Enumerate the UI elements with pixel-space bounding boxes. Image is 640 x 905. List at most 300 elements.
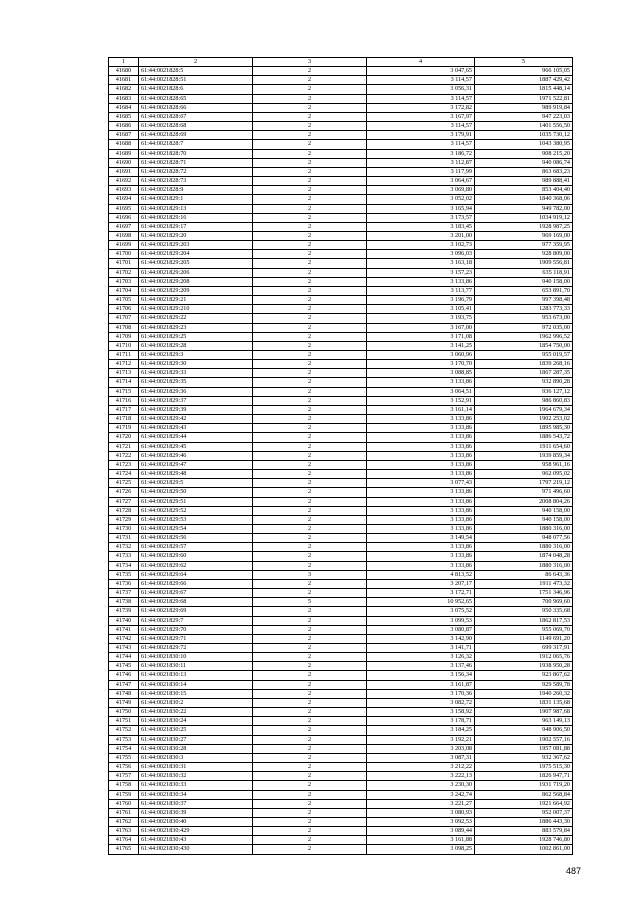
- cost-cell: 955 069,70: [475, 625, 573, 634]
- cost-cell: 86 643,36: [475, 570, 573, 579]
- count-cell: 2: [253, 112, 367, 121]
- cost-cell: 940 158,00: [475, 515, 573, 524]
- cadastral-number-cell: 61:44:0021830:22: [139, 708, 253, 717]
- cadastral-number-cell: 61:44:0021829:210: [139, 305, 253, 314]
- count-cell: 2: [253, 845, 367, 854]
- area-cell: 3 112,87: [367, 158, 475, 167]
- cost-cell: 863 683,23: [475, 167, 573, 176]
- count-cell: 2: [253, 763, 367, 772]
- table-row: [109, 799, 573, 808]
- cadastral-number-cell: 61:44:0021829:204: [139, 250, 253, 259]
- cost-cell: 1928 987,25: [475, 222, 573, 231]
- row-number-cell: 41692: [109, 177, 139, 186]
- row-number-cell: 41689: [109, 149, 139, 158]
- table-row: [109, 341, 573, 350]
- area-cell: 3 222,13: [367, 772, 475, 781]
- cost-cell: 1975 515,30: [475, 763, 573, 772]
- row-number-cell: 41735: [109, 570, 139, 579]
- cadastral-number-cell: 61:44:0021829:21: [139, 296, 253, 305]
- cost-cell: 1815 448,14: [475, 85, 573, 94]
- count-cell: 2: [253, 726, 367, 735]
- cost-cell: 1002 861,00: [475, 845, 573, 854]
- area-cell: 3 080,87: [367, 625, 475, 634]
- cost-cell: 1035 730,12: [475, 131, 573, 140]
- cost-cell: 1911 473,32: [475, 579, 573, 588]
- area-cell: 3 165,94: [367, 204, 475, 213]
- cadastral-number-cell: 61:44:0021829:20: [139, 231, 253, 240]
- table-row: [109, 296, 573, 305]
- row-number-cell: 41703: [109, 277, 139, 286]
- area-cell: 3 113,77: [367, 286, 475, 295]
- cadastral-number-cell: 61:44:0021830:33: [139, 781, 253, 790]
- area-cell: 3 163,18: [367, 259, 475, 268]
- area-cell: 3 242,74: [367, 790, 475, 799]
- row-number-cell: 41680: [109, 67, 139, 76]
- table-row: [109, 149, 573, 158]
- cost-cell: 989 919,84: [475, 103, 573, 112]
- row-number-cell: 41690: [109, 158, 139, 167]
- count-cell: 2: [253, 369, 367, 378]
- count-cell: 2: [253, 204, 367, 213]
- cadastral-number-cell: 61:44:0021829:66: [139, 579, 253, 588]
- table-row: [109, 827, 573, 836]
- area-cell: 3 203,08: [367, 744, 475, 753]
- table-row: [109, 67, 573, 76]
- area-cell: 3 156,34: [367, 671, 475, 680]
- page-number: 487: [566, 866, 582, 876]
- cadastral-number-cell: 61:44:0021829:209: [139, 286, 253, 295]
- count-cell: 2: [253, 698, 367, 707]
- header-col-2: 2: [139, 58, 253, 67]
- row-number-cell: 41759: [109, 790, 139, 799]
- count-cell: 2: [253, 607, 367, 616]
- count-cell: 2: [253, 314, 367, 323]
- count-cell: 2: [253, 497, 367, 506]
- header-col-3: 3: [253, 58, 367, 67]
- row-number-cell: 41710: [109, 341, 139, 350]
- cost-cell: 1401 556,50: [475, 122, 573, 131]
- area-cell: 3 114,57: [367, 122, 475, 131]
- cadastral-number-cell: 61:44:0021830:11: [139, 662, 253, 671]
- row-number-cell: 41702: [109, 268, 139, 277]
- cost-cell: 940 158,00: [475, 506, 573, 515]
- count-cell: 2: [253, 222, 367, 231]
- cadastral-number-cell: 61:44:0021829:39: [139, 405, 253, 414]
- row-number-cell: 41736: [109, 579, 139, 588]
- row-number-cell: 41753: [109, 735, 139, 744]
- cadastral-number-cell: 61:44:0021830:28: [139, 744, 253, 753]
- count-cell: 2: [253, 131, 367, 140]
- count-cell: 2: [253, 195, 367, 204]
- cadastral-number-cell: 61:44:0021830:25: [139, 726, 253, 735]
- table-row: [109, 634, 573, 643]
- row-number-cell: 41704: [109, 286, 139, 295]
- row-number-cell: 41687: [109, 131, 139, 140]
- cost-cell: 1886 443,30: [475, 817, 573, 826]
- row-number-cell: 41724: [109, 470, 139, 479]
- table-row: [109, 662, 573, 671]
- cadastral-number-cell: 61:44:0021829:25: [139, 332, 253, 341]
- cadastral-number-cell: 61:44:0021829:206: [139, 268, 253, 277]
- table-row: [109, 561, 573, 570]
- cadastral-number-cell: 61:44:0021830:24: [139, 717, 253, 726]
- table-row: [109, 717, 573, 726]
- table-row: [109, 85, 573, 94]
- count-cell: 2: [253, 378, 367, 387]
- cadastral-number-cell: 61:44:0021830:37: [139, 799, 253, 808]
- count-cell: 2: [253, 717, 367, 726]
- table-row: [109, 167, 573, 176]
- count-cell: 2: [253, 433, 367, 442]
- cost-cell: 989 888,41: [475, 177, 573, 186]
- count-cell: 2: [253, 451, 367, 460]
- area-cell: 3 052,02: [367, 195, 475, 204]
- table-row: [109, 616, 573, 625]
- cost-cell: 1797 219,12: [475, 479, 573, 488]
- area-cell: 3 142,90: [367, 634, 475, 643]
- cost-cell: 653 891,70: [475, 286, 573, 295]
- cadastral-number-cell: 61:44:0021830:13: [139, 671, 253, 680]
- cost-cell: 1902 253,02: [475, 415, 573, 424]
- table-body: [109, 67, 573, 854]
- count-cell: 2: [253, 305, 367, 314]
- row-number-cell: 41743: [109, 644, 139, 653]
- cadastral-number-cell: 61:44:0021828:66: [139, 103, 253, 112]
- count-cell: 2: [253, 653, 367, 662]
- area-cell: 3 080,93: [367, 808, 475, 817]
- area-cell: 3 060,96: [367, 351, 475, 360]
- table-row: [109, 726, 573, 735]
- area-cell: 3 161,87: [367, 680, 475, 689]
- cadastral-number-cell: 61:44:0021829:71: [139, 634, 253, 643]
- cost-cell: 1874 048,28: [475, 552, 573, 561]
- cost-cell: 948 077,56: [475, 534, 573, 543]
- count-cell: 2: [253, 186, 367, 195]
- cadastral-number-cell: 61:44:0021830:430: [139, 845, 253, 854]
- cost-cell: 908 215,20: [475, 149, 573, 158]
- row-number-cell: 41708: [109, 323, 139, 332]
- count-cell: 2: [253, 286, 367, 295]
- row-number-cell: 41744: [109, 653, 139, 662]
- count-cell: 2: [253, 177, 367, 186]
- table-row: [109, 781, 573, 790]
- table-row: [109, 680, 573, 689]
- count-cell: 2: [253, 827, 367, 836]
- area-cell: 3 149,54: [367, 534, 475, 543]
- area-cell: 3 114,57: [367, 140, 475, 149]
- table-row: [109, 744, 573, 753]
- cost-cell: 1928 746,80: [475, 836, 573, 845]
- table-row: [109, 735, 573, 744]
- table-row: [109, 570, 573, 579]
- row-number-cell: 41712: [109, 360, 139, 369]
- cost-cell: 969 169,00: [475, 231, 573, 240]
- row-number-cell: 41683: [109, 94, 139, 103]
- row-number-cell: 41726: [109, 488, 139, 497]
- row-number-cell: 41741: [109, 625, 139, 634]
- table-row: [109, 314, 573, 323]
- row-number-cell: 41693: [109, 186, 139, 195]
- cadastral-number-cell: 61:44:0021828:51: [139, 76, 253, 85]
- count-cell: 3: [253, 570, 367, 579]
- area-cell: 3 133,86: [367, 433, 475, 442]
- cadastral-number-cell: 61:44:0021829:1: [139, 195, 253, 204]
- table-row: [109, 378, 573, 387]
- cost-cell: 853 404,40: [475, 186, 573, 195]
- area-cell: 3 141,25: [367, 341, 475, 350]
- table-row: [109, 598, 573, 607]
- count-cell: 2: [253, 360, 367, 369]
- cost-cell: 1939 859,34: [475, 451, 573, 460]
- area-cell: 3 167,00: [367, 323, 475, 332]
- count-cell: 2: [253, 524, 367, 533]
- count-cell: 2: [253, 543, 367, 552]
- table-row: [109, 241, 573, 250]
- row-number-cell: 41699: [109, 241, 139, 250]
- count-cell: 2: [253, 671, 367, 680]
- cadastral-number-cell: 61:44:0021829:33: [139, 369, 253, 378]
- cadastral-number-cell: 61:44:0021828:6: [139, 85, 253, 94]
- row-number-cell: 41730: [109, 524, 139, 533]
- cost-cell: 635 118,91: [475, 268, 573, 277]
- area-cell: 3 201,00: [367, 231, 475, 240]
- cadastral-number-cell: 61:44:0021830:32: [139, 772, 253, 781]
- cost-cell: 940 086,74: [475, 158, 573, 167]
- table-row: [109, 479, 573, 488]
- cost-cell: 986 860,83: [475, 396, 573, 405]
- row-number-cell: 41740: [109, 616, 139, 625]
- cost-cell: 1840 368,06: [475, 195, 573, 204]
- area-cell: 3 133,86: [367, 552, 475, 561]
- table-row: [109, 845, 573, 854]
- table-row: [109, 589, 573, 598]
- cadastral-number-cell: 61:44:0021828:71: [139, 158, 253, 167]
- cadastral-number-cell: 61:44:0021828:67: [139, 112, 253, 121]
- cost-cell: 977 359,95: [475, 241, 573, 250]
- area-cell: 3 133,86: [367, 488, 475, 497]
- area-cell: 3 089,44: [367, 827, 475, 836]
- count-cell: 2: [253, 634, 367, 643]
- area-cell: 3 157,23: [367, 268, 475, 277]
- count-cell: 2: [253, 213, 367, 222]
- row-number-cell: 41694: [109, 195, 139, 204]
- count-cell: 2: [253, 158, 367, 167]
- cost-cell: 947 223,03: [475, 112, 573, 121]
- row-number-cell: 41716: [109, 396, 139, 405]
- row-number-cell: 41695: [109, 204, 139, 213]
- count-cell: 2: [253, 442, 367, 451]
- count-cell: 2: [253, 415, 367, 424]
- cost-cell: 997 398,48: [475, 296, 573, 305]
- area-cell: 3 092,53: [367, 817, 475, 826]
- count-cell: 2: [253, 579, 367, 588]
- cost-cell: 1839 268,16: [475, 360, 573, 369]
- table-row: [109, 689, 573, 698]
- area-cell: 3 152,91: [367, 396, 475, 405]
- count-cell: 2: [253, 561, 367, 570]
- cost-cell: 948 906,50: [475, 726, 573, 735]
- area-cell: 3 114,57: [367, 76, 475, 85]
- count-cell: 2: [253, 808, 367, 817]
- cadastral-number-cell: 61:44:0021829:70: [139, 625, 253, 634]
- row-number-cell: 41682: [109, 85, 139, 94]
- area-cell: 3 064,51: [367, 387, 475, 396]
- area-cell: 3 133,86: [367, 543, 475, 552]
- cost-cell: 1931 719,20: [475, 781, 573, 790]
- count-cell: 2: [253, 552, 367, 561]
- count-cell: 2: [253, 94, 367, 103]
- table-row: [109, 817, 573, 826]
- row-number-cell: 41686: [109, 122, 139, 131]
- cost-cell: 950 335,68: [475, 607, 573, 616]
- header-col-4: 4: [367, 58, 475, 67]
- count-cell: 2: [253, 341, 367, 350]
- table-row: [109, 177, 573, 186]
- cost-cell: 2008 804,26: [475, 497, 573, 506]
- cost-cell: 1964 679,34: [475, 405, 573, 414]
- row-number-cell: 41681: [109, 76, 139, 85]
- row-number-cell: 41751: [109, 717, 139, 726]
- row-number-cell: 41727: [109, 497, 139, 506]
- area-cell: 3 087,31: [367, 753, 475, 762]
- area-cell: 3 088,85: [367, 369, 475, 378]
- table-row: [109, 396, 573, 405]
- cadastral-number-cell: 61:44:0021829:3: [139, 351, 253, 360]
- cost-cell: 972 035,00: [475, 323, 573, 332]
- cadastral-number-cell: 61:44:0021828:9: [139, 186, 253, 195]
- cadastral-number-cell: 61:44:0021829:37: [139, 396, 253, 405]
- row-number-cell: 41705: [109, 296, 139, 305]
- cadastral-number-cell: 61:44:0021829:50: [139, 488, 253, 497]
- count-cell: 2: [253, 817, 367, 826]
- area-cell: 3 133,86: [367, 378, 475, 387]
- table-row: [109, 772, 573, 781]
- cost-cell: 936 127,12: [475, 387, 573, 396]
- cadastral-number-cell: 61:44:0021829:48: [139, 470, 253, 479]
- cadastral-number-cell: 61:44:0021828:72: [139, 167, 253, 176]
- count-cell: 2: [253, 277, 367, 286]
- area-cell: 3 186,72: [367, 149, 475, 158]
- table-row: [109, 351, 573, 360]
- header-row: [109, 58, 573, 67]
- count-cell: 2: [253, 332, 367, 341]
- cost-cell: 952 007,37: [475, 808, 573, 817]
- table-row: [109, 424, 573, 433]
- table-row: [109, 515, 573, 524]
- table-row: [109, 204, 573, 213]
- area-cell: 3 133,86: [367, 460, 475, 469]
- count-cell: 2: [253, 836, 367, 845]
- row-number-cell: 41761: [109, 808, 139, 817]
- count-cell: 2: [253, 231, 367, 240]
- row-number-cell: 41691: [109, 167, 139, 176]
- cost-cell: 1971 522,81: [475, 94, 573, 103]
- cadastral-number-cell: 61:44:0021830:34: [139, 790, 253, 799]
- table-row: [109, 186, 573, 195]
- property-table: [108, 57, 573, 855]
- count-cell: 2: [253, 76, 367, 85]
- cadastral-number-cell: 61:44:0021828:73: [139, 177, 253, 186]
- row-number-cell: 41723: [109, 460, 139, 469]
- cadastral-number-cell: 61:44:0021829:43: [139, 424, 253, 433]
- count-cell: 2: [253, 708, 367, 717]
- cadastral-number-cell: 61:44:0021829:52: [139, 506, 253, 515]
- area-cell: 3 133,86: [367, 451, 475, 460]
- header-col-1: 1: [109, 58, 139, 67]
- count-cell: 2: [253, 772, 367, 781]
- area-cell: 3 167,97: [367, 112, 475, 121]
- cost-cell: 1880 316,00: [475, 543, 573, 552]
- area-cell: 3 047,65: [367, 67, 475, 76]
- cost-cell: 1880 316,00: [475, 561, 573, 570]
- area-cell: 3 133,86: [367, 470, 475, 479]
- table-row: [109, 763, 573, 772]
- area-cell: 3 056,31: [367, 85, 475, 94]
- cadastral-number-cell: 61:44:0021830:39: [139, 808, 253, 817]
- count-cell: 2: [253, 259, 367, 268]
- count-cell: 2: [253, 515, 367, 524]
- count-cell: 2: [253, 616, 367, 625]
- area-cell: 3 141,71: [367, 644, 475, 653]
- cadastral-number-cell: 61:44:0021829:57: [139, 543, 253, 552]
- cost-cell: 1831 135,68: [475, 698, 573, 707]
- count-cell: 2: [253, 296, 367, 305]
- count-cell: 2: [253, 85, 367, 94]
- row-number-cell: 41719: [109, 424, 139, 433]
- area-cell: 3 192,21: [367, 735, 475, 744]
- area-cell: 3 170,36: [367, 689, 475, 698]
- count-cell: 2: [253, 122, 367, 131]
- row-number-cell: 41729: [109, 515, 139, 524]
- area-cell: 3 207,17: [367, 579, 475, 588]
- row-number-cell: 41701: [109, 259, 139, 268]
- count-cell: 2: [253, 460, 367, 469]
- cadastral-number-cell: 61:44:0021829:72: [139, 644, 253, 653]
- count-cell: 2: [253, 167, 367, 176]
- table-row: [109, 222, 573, 231]
- table-row: [109, 195, 573, 204]
- cadastral-number-cell: 61:44:0021830:3: [139, 753, 253, 762]
- cost-cell: 1283 773,33: [475, 305, 573, 314]
- cost-cell: 932 367,62: [475, 753, 573, 762]
- count-cell: 2: [253, 689, 367, 698]
- row-number-cell: 41733: [109, 552, 139, 561]
- count-cell: 2: [253, 680, 367, 689]
- count-cell: 2: [253, 644, 367, 653]
- count-cell: 2: [253, 744, 367, 753]
- row-number-cell: 41688: [109, 140, 139, 149]
- count-cell: 2: [253, 781, 367, 790]
- table-row: [109, 488, 573, 497]
- table-header: [109, 58, 573, 67]
- row-number-cell: 41696: [109, 213, 139, 222]
- cadastral-number-cell: 61:44:0021829:16: [139, 213, 253, 222]
- cadastral-number-cell: 61:44:0021829:69: [139, 607, 253, 616]
- cost-cell: 1862 817,53: [475, 616, 573, 625]
- cost-cell: 1895 985,30: [475, 424, 573, 433]
- cadastral-number-cell: 61:44:0021830:15: [139, 689, 253, 698]
- count-cell: 2: [253, 735, 367, 744]
- cadastral-number-cell: 61:44:0021828:7: [139, 140, 253, 149]
- area-cell: 3 179,91: [367, 131, 475, 140]
- cost-cell: 700 969,60: [475, 598, 573, 607]
- count-cell: 2: [253, 268, 367, 277]
- cadastral-number-cell: 61:44:0021829:56: [139, 534, 253, 543]
- table-row: [109, 131, 573, 140]
- count-cell: 2: [253, 387, 367, 396]
- table-row: [109, 753, 573, 762]
- table-row: [109, 369, 573, 378]
